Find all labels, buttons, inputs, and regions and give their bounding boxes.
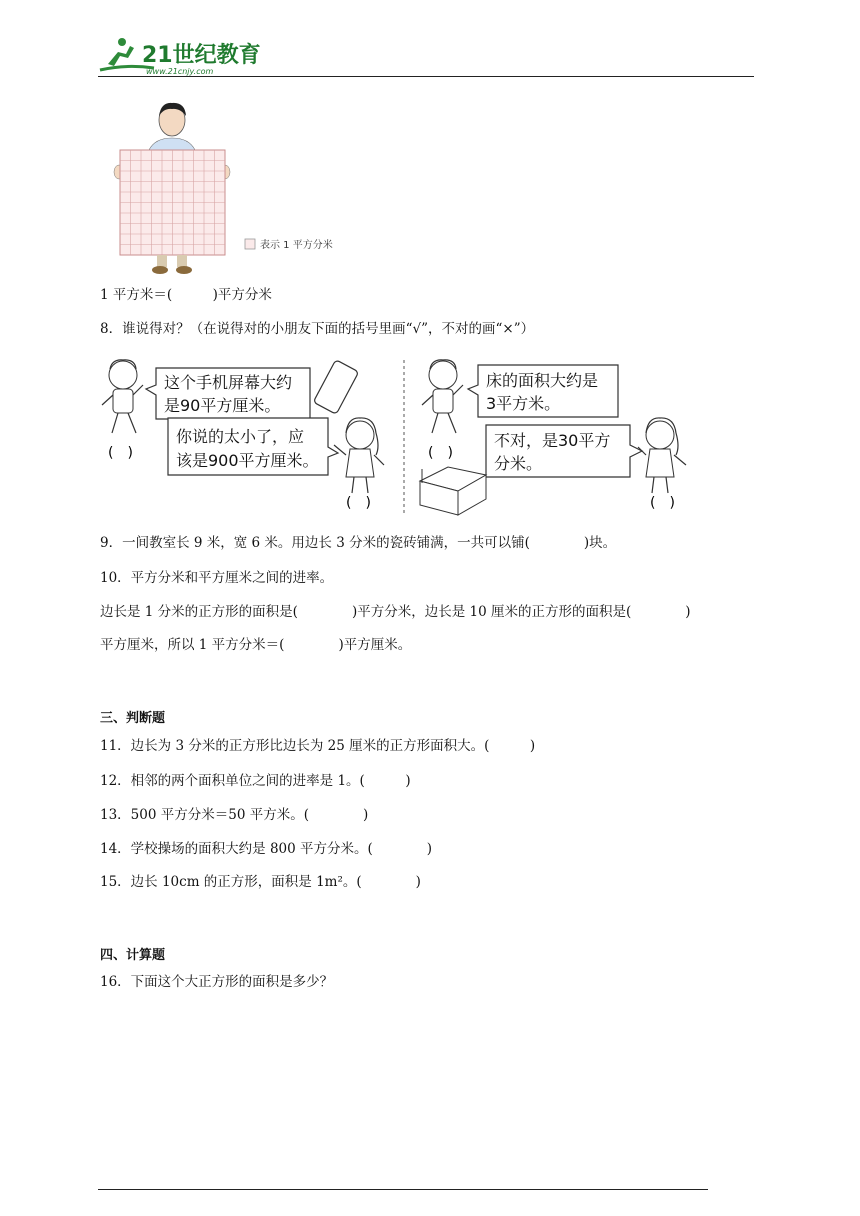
q10-title: 10．平方分米和平方厘米之间的进率。 — [100, 570, 334, 586]
bed-icon — [420, 467, 486, 515]
q15: 15．边长 10cm 的正方形，面积是 1m²。( ) — [100, 874, 421, 890]
q8-paren-3: ( ) — [428, 445, 453, 461]
bubble1-line2: 是90平方厘米。 — [164, 396, 281, 415]
q8-paren-1: ( ) — [108, 445, 133, 461]
site-logo — [96, 34, 266, 78]
footer-rule — [98, 1189, 708, 1190]
q12: 12．相邻的两个面积单位之间的进率是 1。( ) — [100, 773, 411, 789]
phone-icon — [313, 360, 358, 415]
legend-square-icon — [245, 239, 255, 249]
q9-question: 9．一间教室长 9 米，宽 6 米。用边长 3 分米的瓷砖铺满，一共可以铺( )块。 — [100, 535, 617, 551]
bubble2-line2: 该是900平方厘米。 — [176, 451, 319, 470]
q8-question: 8．谁说得对？（在说得对的小朋友下面的括号里画“√”，不对的画“×”） — [100, 321, 535, 337]
bubble1-line1: 这个手机屏幕大约 — [164, 373, 293, 392]
bubble2-line1: 你说的太小了，应 — [176, 427, 305, 446]
q16: 16．下面这个大正方形的面积是多少？ — [100, 974, 334, 990]
logo-text: 21世纪教育 — [142, 43, 261, 68]
q7-answer-line: 1 平方米＝( )平方分米 — [100, 287, 272, 303]
q10-line1: 边长是 1 分米的正方形的面积是( )平方分米，边长是 10 厘米的正方形的面积是( ) — [100, 604, 691, 620]
bubble3-line2: 3平方米。 — [486, 394, 561, 413]
q13: 13．500 平方分米＝50 平方米。( ) — [100, 807, 369, 823]
section3-title: 三、判断题 — [100, 711, 166, 726]
q14: 14．学校操场的面积大约是 800 平方分米。( ) — [100, 841, 433, 857]
q10-line2: 平方厘米，所以 1 平方分米＝( )平方厘米。 — [100, 637, 412, 653]
bubble4-line1: 不对，是30平方 — [494, 431, 611, 450]
header-rule — [98, 76, 754, 77]
girl-right-icon — [638, 418, 686, 493]
q8-illustration — [98, 355, 698, 517]
square-meter-grid — [120, 150, 225, 255]
girl-left-icon — [334, 418, 384, 493]
grid-legend: 表示 1 平方分米 — [260, 240, 333, 251]
section4-title: 四、计算题 — [100, 948, 166, 963]
logo-url: www.21cnjy.com — [146, 67, 214, 76]
bubble3-line1: 床的面积大约是 — [486, 371, 599, 390]
boy-grid-illustration — [105, 100, 355, 278]
q8-paren-2: ( ) — [346, 495, 371, 511]
boy-left-icon — [102, 360, 143, 433]
boy-right-icon — [422, 360, 463, 433]
q8-paren-4: ( ) — [650, 495, 675, 511]
bubble4-line2: 分米。 — [494, 454, 543, 473]
q11: 11．边长为 3 分米的正方形比边长为 25 厘米的正方形面积大。( ) — [100, 738, 536, 754]
